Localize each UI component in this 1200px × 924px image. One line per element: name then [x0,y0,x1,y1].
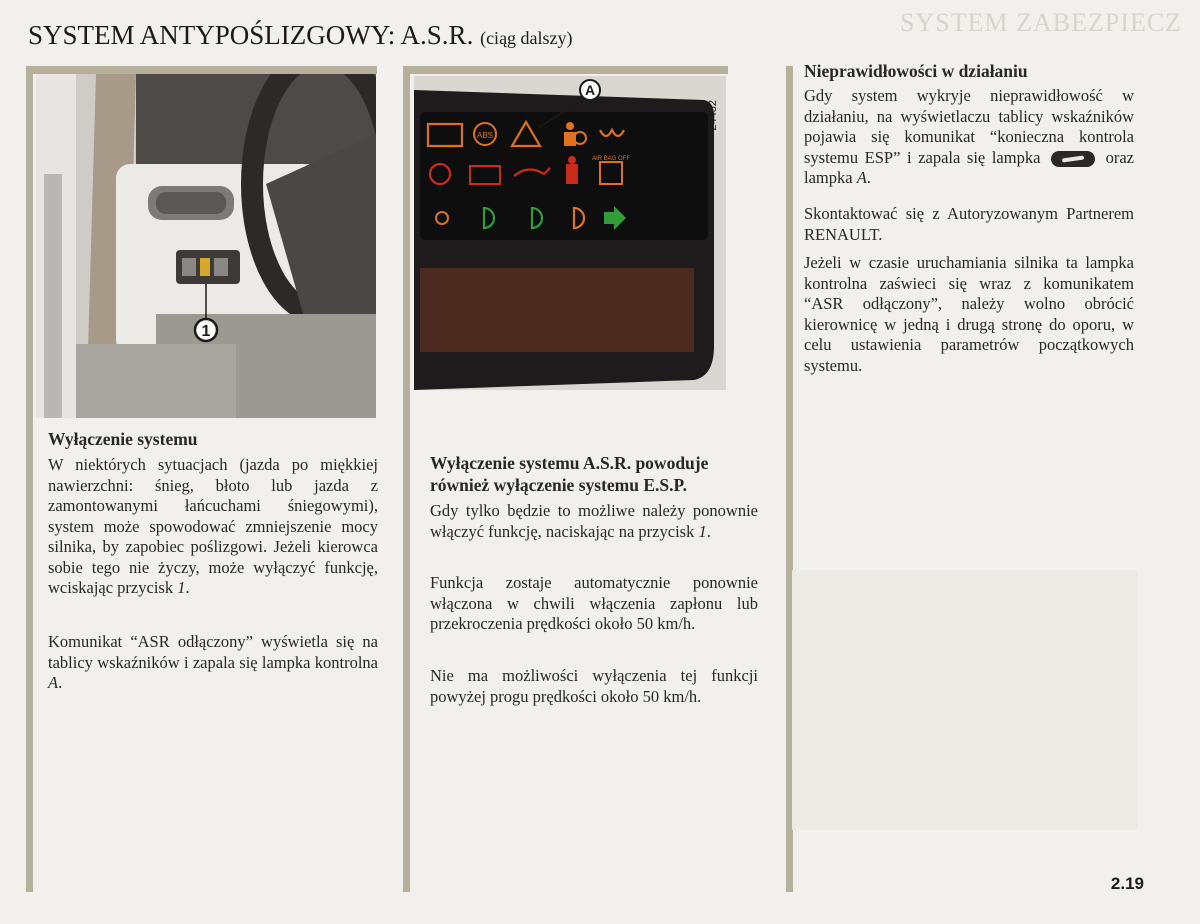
seatbelt-icon [566,164,578,184]
airbag-off-label: AIR BAG OFF [591,156,631,162]
col1-heading: Wyłączenie systemu [48,429,198,449]
col1-paragraph-2: Komunikat “ASR odłączony” wyświetla się na tablicy wskaźników i zapala się lampka kontrolna A. [48,632,378,692]
photo-top-rule-1 [33,66,377,74]
col2-paragraph-3: Nie ma możliwości wyłączenia tej funkcji powyżej progu prędkości około 50 km/h. [430,666,758,706]
callout-A: A [584,82,596,98]
dashboard-photo [36,74,376,418]
col2-paragraph-2: Funkcja zostaje automatycznie ponownie włączona w chwili włączenia zapłonu lub przekroczenia prędkości około 50 km/h. [430,573,758,633]
warning-lamp-panel [414,76,726,390]
col3-paragraph-3: Jeżeli w czasie uruchamiania silnika ta lampka kontrolna zaświeci się wraz z komunikatem “ASR odłączony”, należy wolno obrócić kierownicę w jedną i drugą stronę do oporu, w celu ustawienia parametrów początkowych systemu. [804,253,1134,375]
show-through-block [792,570,1138,830]
show-through-title: SYSTEM ZABEZPIECZ [900,8,1183,37]
dashboard-illustration [36,74,376,418]
figure-ref-number: 24432 [707,100,719,131]
column-bar-2 [403,66,410,892]
col1-paragraph-1: W niektórych sytuacjach (jazda po miękkiej nawierzchni: śnieg, błoto lub jazda z zamontowanymi łańcuchami śniegowymi), system może spowodować zmniejszenie mocy silnika, by zapobiec poślizgowi. Jeżeli kierowca sobie tego nie życzy, może wyłączyć funkcję, wciskając przycisk 1. [48,455,378,597]
airbag-icon [566,122,574,130]
column-bar-1 [26,66,33,892]
title-suffix: (ciąg dalszy) [480,28,573,48]
col3-paragraph-2: Skontaktować się z Autoryzowanym Partnerem RENAULT. [804,204,1134,244]
page-title [28,20,573,51]
photo-top-rule-2 [410,66,728,74]
title-main: SYSTEM ANTYPOŚLIZGOWY: A.S.R. [28,20,474,50]
col3-heading: Nieprawidłowości w działaniu [804,61,1028,81]
col2-paragraph-1: Gdy tylko będzie to możliwe należy ponownie włączyć funkcję, naciskając na przycisk 1. [430,501,758,541]
instrument-panel-photo [414,76,726,390]
svg-text:ABS: ABS [476,131,494,140]
page-number: 2.19 [1110,874,1144,893]
col3-paragraph-1: Gdy system wykryje nieprawidłowość w działaniu, na wyświetlaczu tablicy wskaźników pojawia się komunikat “konieczna kontrola systemu ESP” i zapala się lampka oraz lampka A. [804,86,1134,187]
service-wrench-icon [1051,151,1095,167]
callout-1: 1 [201,323,211,340]
col2-heading: Wyłączenie systemu A.S.R. powoduje również wyłączenie systemu E.S.P. [430,453,709,495]
